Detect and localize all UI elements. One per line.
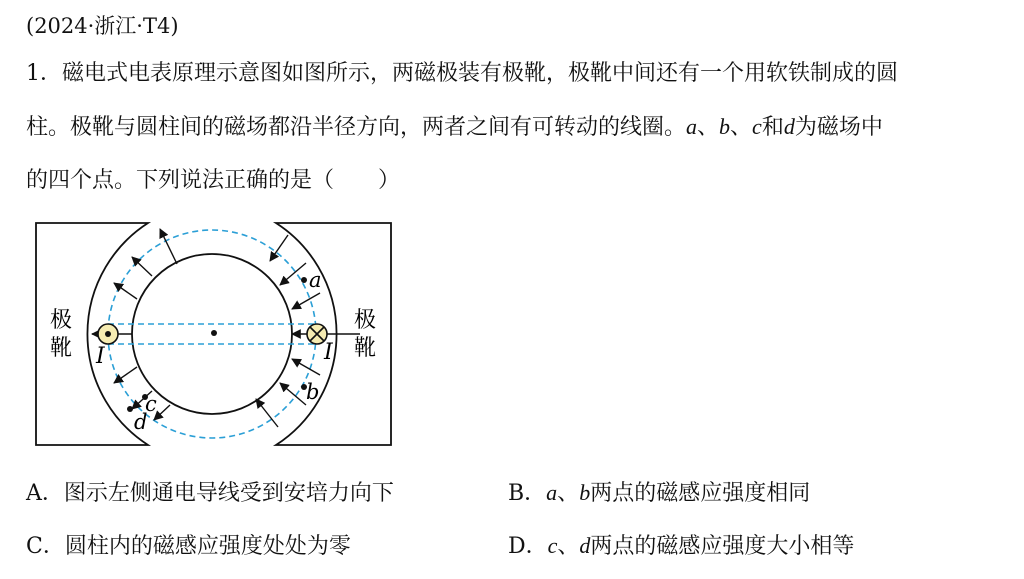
center-dot [211,330,217,336]
separator-1: 、 [697,115,720,140]
question-line-2 [26,110,883,141]
option-d-letter: D． [508,534,548,559]
question-line-3 [26,163,400,194]
question-text-3: 的四个点。下列说法正确的是（ ） [26,168,401,193]
field-line-l7 [160,229,177,264]
option-c-letter: C． [26,534,65,559]
current-label-right: I [324,340,333,365]
field-line-r2 [292,293,320,309]
option-c-text: 圆柱内的磁感应强度处处为零 [64,534,351,559]
option-a-text: 图示左侧通电导线受到安培力向下 [63,481,394,506]
option-d-sep: 、 [557,534,580,559]
right-pole-label-1: 极 [354,308,377,333]
field-line-l1 [132,257,152,276]
point-a-dot [301,277,307,283]
point-c-text: c [752,114,762,139]
option-d-point-2: d [579,533,591,558]
separator-2: 、 [730,115,753,140]
field-line-r4 [292,359,320,375]
label-b: b [306,380,320,404]
right-pole-label-2: 靴 [354,336,377,361]
galvanometer-diagram [30,213,396,447]
question-text-2b: 为磁场中 [794,115,883,140]
point-b-text: b [719,114,731,139]
label-d: d [134,410,148,434]
option-c[interactable] [26,529,351,560]
left-pole-label-2: 靴 [50,336,73,361]
label-a: a [309,268,322,292]
question-text-2a: 柱。极靴与圆柱间的磁场都沿半径方向，两者之间有可转动的线圈。 [26,115,687,140]
point-d-text: d [783,114,795,139]
and-text: 和 [761,115,784,140]
current-label-left: I [96,344,105,369]
option-d[interactable] [508,529,854,560]
option-b-text: 两点的磁感应强度相同 [590,481,811,506]
question-line-1 [26,56,898,87]
option-b-point-2: b [579,480,591,505]
option-a[interactable] [26,476,394,507]
option-b-sep: 、 [557,481,580,506]
option-b-point-1: a [546,480,558,505]
left-pole-label-1: 极 [50,308,73,333]
option-a-letter: A． [26,481,64,506]
question-number: 1． [26,61,62,86]
source-tag: (2024·浙江·T4) [26,14,179,38]
label-c: c [145,392,157,416]
option-b[interactable] [508,476,810,507]
question-text-1: 磁电式电表原理示意图如图所示，两磁极装有极靴，极靴中间还有一个用软铁制成的圆 [62,61,899,86]
option-b-letter: B． [508,481,547,506]
option-d-text: 两点的磁感应强度大小相等 [590,534,855,559]
current-out-dot [105,331,111,337]
point-d-dot [127,406,133,412]
option-d-point-1: c [547,533,558,558]
point-a-text: a [686,114,698,139]
field-line-l4 [114,367,137,383]
field-line-r6 [270,235,288,261]
